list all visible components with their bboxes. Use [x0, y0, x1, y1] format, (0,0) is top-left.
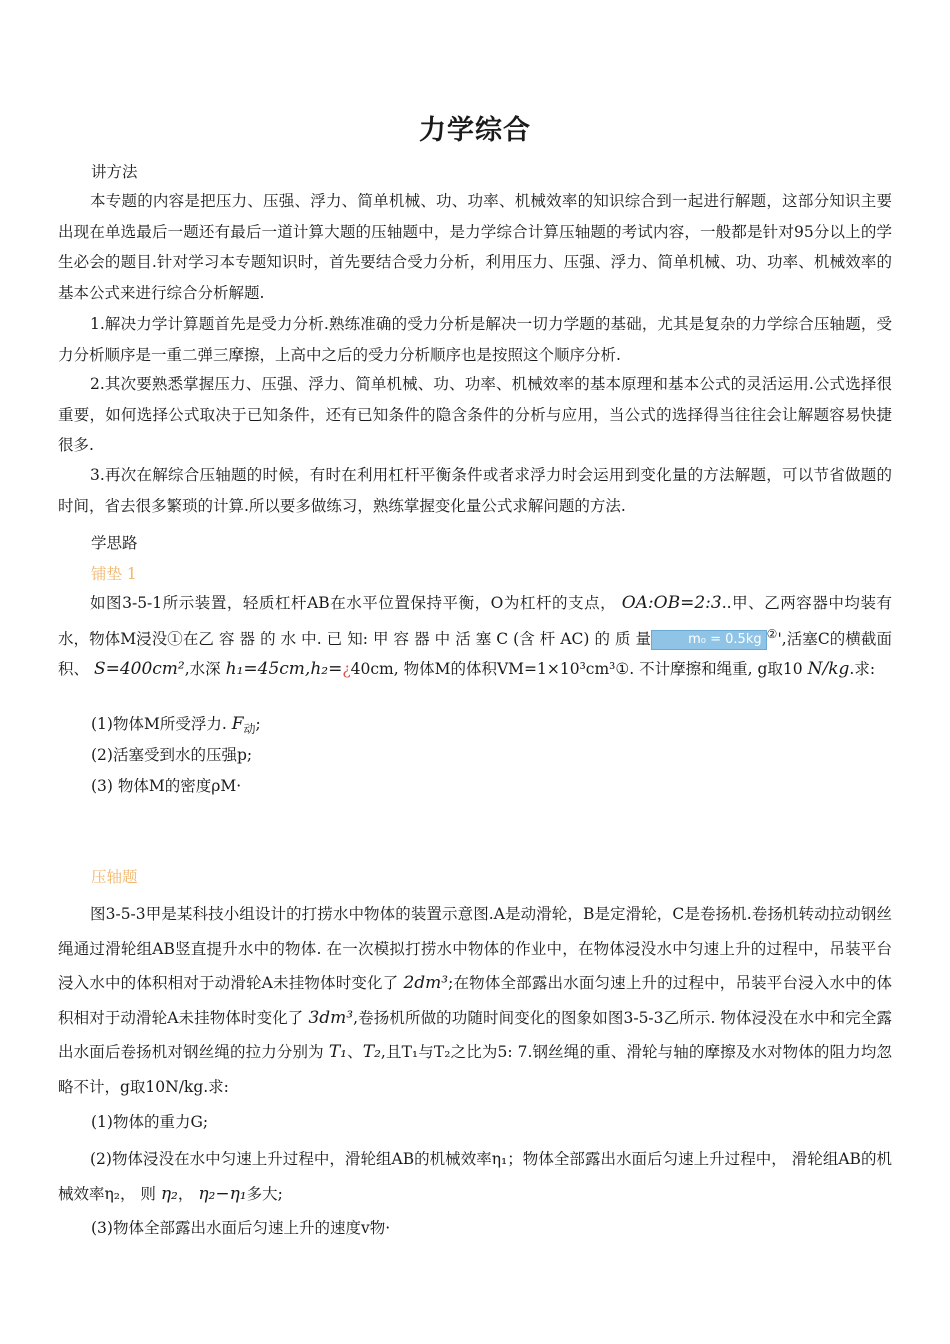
final-question-3: (3)物体全部露出水面后匀速上升的速度v物· [91, 1219, 391, 1237]
final-text-c: ,卷扬机所做的功随时间变化的图象如图3-5-3乙所示. 物体浸没在水中和完全露出水面后卷扬机对钢丝绳的拉力分别为 [58, 1008, 892, 1061]
method-heading: 讲方法 [91, 163, 138, 181]
method-paragraph-1: 本专题的内容是把压力、压强、浮力、简单机械、功、功率、机械效率的知识综合到一起进行解题，这部分知识主要出现在单选最后一题还有最后一道计算大题的压轴题中，是力学综合计算压轴题的考试内容，一般都是针对95分以上的学生必会的题目.针对学习本专题知识时，首先要结合受力分析，利用压力、压强、浮力、简单机械、功、功率、机械效率的基本公式来进行综合分析解题. [58, 192, 892, 302]
pad-question-3: (3) 物体M的密度ρM· [91, 777, 242, 795]
buoyancy-subscript: 动 [243, 722, 256, 737]
badge-footnote: ② [766, 626, 778, 641]
pad-problem-paragraph [58, 588, 892, 685]
pad-text-f: .求: [849, 660, 876, 679]
glyph-placeholder: ¿ [342, 660, 351, 679]
final-heading: 压轴题 [91, 868, 138, 886]
final-question-1: (1)物体的重力G; [91, 1113, 209, 1131]
volume-change-1: 2dm³ [403, 973, 449, 993]
final-text-d: ,且T₁与T₂之比为5: 7.钢丝绳的重、滑轮与轴的摩擦及水对物体的阻力均忽略不计，g取10N/kg.求: [58, 1043, 892, 1096]
pad-text-c: ',活塞C的横截面积、 [58, 629, 892, 679]
efficiency-eta2: η₂ [160, 1183, 178, 1204]
method-paragraph-3: 2.其次要熟悉掌握压力、压强、浮力、简单机械、功、功率、机械效率的基本原理和基本公式的灵活运用.公式选择很重要，如何选择公式取决于已知条件，还有已知条件的隐含条件的分析与应用，当公式的选择得当往往会让解题容易快捷很多. [58, 375, 892, 454]
method-paragraph-2: 1.解决力学计算题首先是受力分析.熟练准确的受力分析是解决一切力学题的基础，尤其是复杂的力学综合压轴题，受力分析顺序是一重二弹三摩擦，上高中之后的受力分析顺序也是按照这个顺序分析. [58, 315, 892, 364]
buoyancy-symbol: F [231, 714, 244, 734]
thinking-heading: 学思路 [91, 534, 138, 552]
final-problem-paragraph: 图3-5-3甲是某科技小组设计的打捞水中物体的装置示意图.A是动滑轮，B是定滑轮，C是卷扬机.卷扬机转动拉动钢丝绳通过滑轮组AB竖直提升水中的物体. 在一次模拟打捞水中物体的作业中，在物体浸没水中匀速上升的过程中，吊装平台浸入水中的体积相对于动滑轮A未挂物体时变化了 2dm³;在物体全部露出水面匀速上升的过程中，吊装平台浸入水中的体积相对于动滑轮A未挂物体时变化了 3dm³,卷扬机所做的功随时间变化的图象如图3-5-3乙所示. 物体浸没在水中和完全露出水面后卷扬机对钢丝绳的拉力分别为 T₁、T₂,且T₁与T₂之比为5: 7.钢丝绳的重、滑轮与轴的摩擦及水对物体的阻力均忽略不计，g取10N/kg.求: [58, 905, 892, 1096]
pad-text-a: 如图3-5-1所示装置，轻质杠杆AB在水平位置保持平衡，O为杠杆的支点， [90, 594, 617, 612]
unit-n-per-kg: N/kg [807, 659, 850, 680]
depth-comma: , [304, 659, 311, 680]
pad-text-b: ..甲、乙两容器中均装有水，物体M浸没①在乙 容 器 的 水 中. 已 知: 甲 容 器 中 活 塞 C (含 杆 AC) 的 质 量 [58, 594, 893, 648]
final-text-a: 图3-5-3甲是某科技小组设计的打捞水中物体的装置示意图.A是动滑轮，B是定滑轮，C是卷扬机.卷扬机转动拉动钢丝绳通过滑轮组AB竖直提升水中的物体. 在一次模拟打捞水中物体的作业中，在物体浸没水中匀速上升的过程中，吊装平台浸入水中的体积相对于动滑轮A未挂物体时变化了 [58, 905, 892, 992]
pad-text-e: 40cm, 物体M的体积VM=1×10³cm³①. 不计摩擦和绳重, g取10 [350, 660, 803, 679]
tension-t2: T₂ [362, 1042, 381, 1062]
pad-question-2: (2)活塞受到水的压强p; [91, 746, 253, 764]
page-title: 力学综合 [419, 115, 531, 146]
depth-h1: h₁=45cm [225, 659, 305, 680]
volume-change-2: 3dm³ [308, 1007, 354, 1028]
pad-text-d: ,水深 [184, 660, 221, 679]
lever-ratio: OA:OB=2:3 [621, 593, 722, 613]
tension-t1: T₁ [328, 1042, 347, 1062]
method-paragraph-4: 3.再次在解综合压轴题的时候，有时在利用杠杆平衡条件或者求浮力时会运用到变化量的方法解题，可以节省做题的时间，省去很多繁琐的计算.所以要多做练习，熟练掌握变化量公式求解问题的方法. [58, 466, 892, 515]
efficiency-difference: η₂−η₁ [198, 1183, 247, 1204]
pad-heading: 铺垫 1 [91, 565, 137, 583]
mass-formula-image: m₀ = 0.5kg [651, 630, 767, 650]
final-question-2: (2)物体浸没在水中匀速上升过程中，滑轮组AB的机械效率η₁；物体全部露出水面后匀速上升过程中， 滑轮组AB的机械效率η₂， 则 η₂， η₂−η₁多大; [58, 1150, 892, 1204]
final-text-b: ;在物体全部露出水面匀速上升的过程中，吊装平台浸入水中的体积相对于动滑轮A未挂物体时变化了 [58, 974, 892, 1027]
pad-question-1: (1)物体M所受浮力. $F_动$; [91, 714, 261, 737]
piston-area: S=400cm² [93, 659, 185, 680]
depth-h2: h₂= [310, 659, 343, 680]
